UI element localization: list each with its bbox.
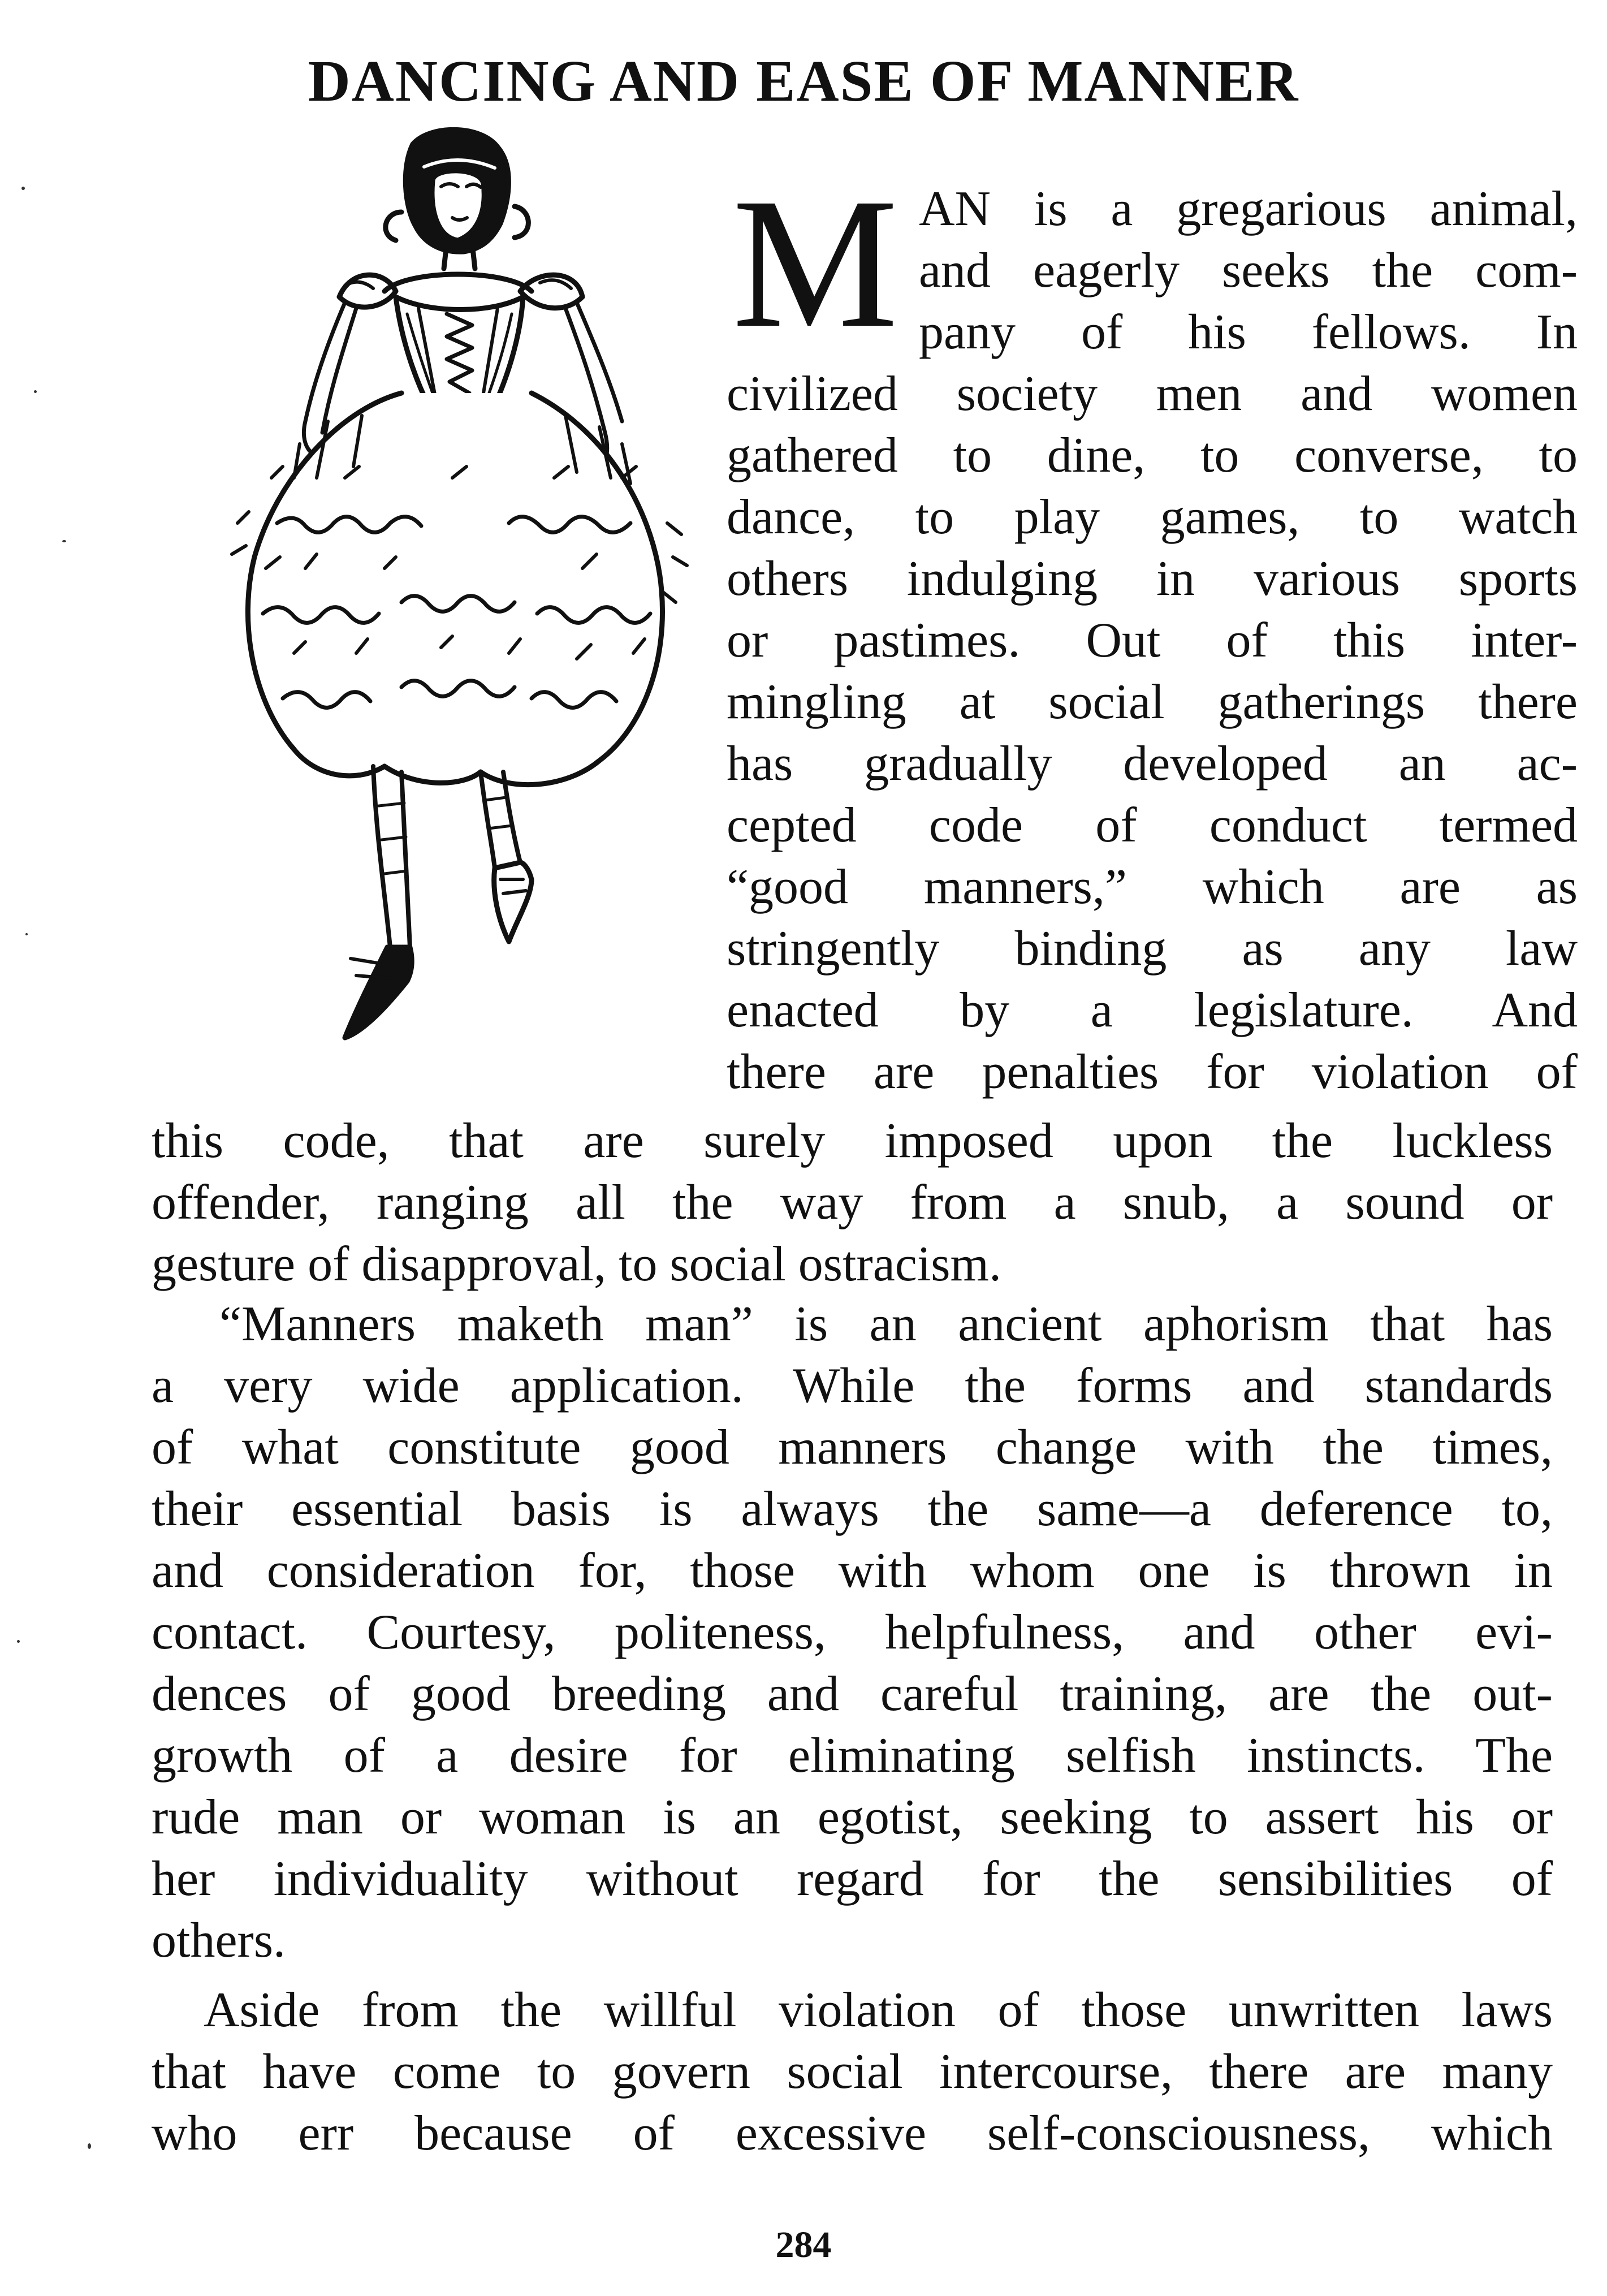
text-line: mingling at social gatherings there — [727, 675, 1578, 730]
text-line: gathered to dine, to converse, to — [727, 428, 1578, 483]
text-line: civilized society men and women — [727, 366, 1578, 421]
text-line: “Manners maketh man” is an ancient aphorism that has — [219, 1297, 1553, 1352]
page-title: DANCING AND EASE OF MANNER — [308, 49, 1299, 114]
text-line: Aside from the willful violation of those unwritten laws — [204, 1983, 1553, 2038]
text-line: others. — [152, 1913, 286, 1968]
drop-cap-block — [727, 160, 1578, 366]
shoe-right — [494, 862, 532, 942]
face — [432, 171, 484, 240]
text-line: dance, to play games, to watch — [727, 490, 1578, 545]
dancing-woman-illustration — [215, 127, 724, 1083]
drop-cap-lines — [919, 178, 1578, 363]
text-line: that have come to govern social intercourse, there are many — [152, 2044, 1553, 2099]
text-line: growth of a desire for eliminating selfish instincts. The — [152, 1728, 1553, 1783]
text-line: offender, ranging all the way from a snub, a sound or — [152, 1175, 1553, 1230]
page-number: 284 — [775, 2224, 832, 2265]
scan-speck — [62, 540, 66, 542]
text-line: this code, that are surely imposed upon the luckless — [152, 1114, 1553, 1168]
scan-speck — [17, 1640, 20, 1643]
text-line: a very wide application. While the forms and standards — [152, 1358, 1553, 1413]
text-line: her individuality without regard for the sensibilities of — [152, 1852, 1553, 1906]
scan-speck — [34, 390, 37, 393]
text-line: cepted code of conduct termed — [727, 798, 1578, 853]
text-line: AN is a gregarious animal, — [919, 182, 1578, 236]
text-line: pany of his fellows. In — [919, 305, 1578, 360]
text-line: stringently binding as any law — [727, 921, 1578, 976]
scan-speck — [25, 933, 28, 935]
drop-cap: M — [732, 160, 898, 366]
paragraph-2 — [152, 1293, 1553, 1971]
leg-left — [373, 766, 410, 947]
text-line: dences of good breeding and careful training, are the out- — [152, 1667, 1553, 1721]
text-line: others indulging in various sports — [727, 551, 1578, 606]
text-line: enacted by a legislature. And — [727, 983, 1578, 1038]
text-line: and consideration for, those with whom one is thrown in — [152, 1543, 1553, 1598]
text-line: their essential basis is always the same—a deference to, — [152, 1482, 1553, 1537]
text-line: rude man or woman is an egotist, seeking to assert his or — [152, 1790, 1553, 1845]
intro-paragraph — [727, 160, 1578, 1103]
text-line: contact. Courtesy, politeness, helpfulness, and other evi- — [152, 1605, 1553, 1660]
paragraph-3 — [152, 1979, 1553, 2164]
scan-speck — [88, 2143, 91, 2149]
text-line: has gradually developed an ac- — [727, 736, 1578, 791]
text-line: “good manners,” which are as — [727, 860, 1578, 914]
text-line: gesture of disapproval, to social ostracism. — [152, 1237, 1001, 1292]
text-line: and eagerly seeks the com- — [919, 243, 1578, 298]
text-line: who err because of excessive self-consciousness, which — [152, 2106, 1553, 2161]
scan-speck — [21, 187, 25, 190]
text-line: of what constitute good manners change with the times, — [152, 1420, 1553, 1475]
paragraph-1-continuation — [152, 1110, 1553, 1295]
skirt — [248, 393, 662, 785]
text-line: or pastimes. Out of this inter- — [727, 613, 1578, 668]
text-line: there are penalties for violation of — [727, 1045, 1578, 1099]
